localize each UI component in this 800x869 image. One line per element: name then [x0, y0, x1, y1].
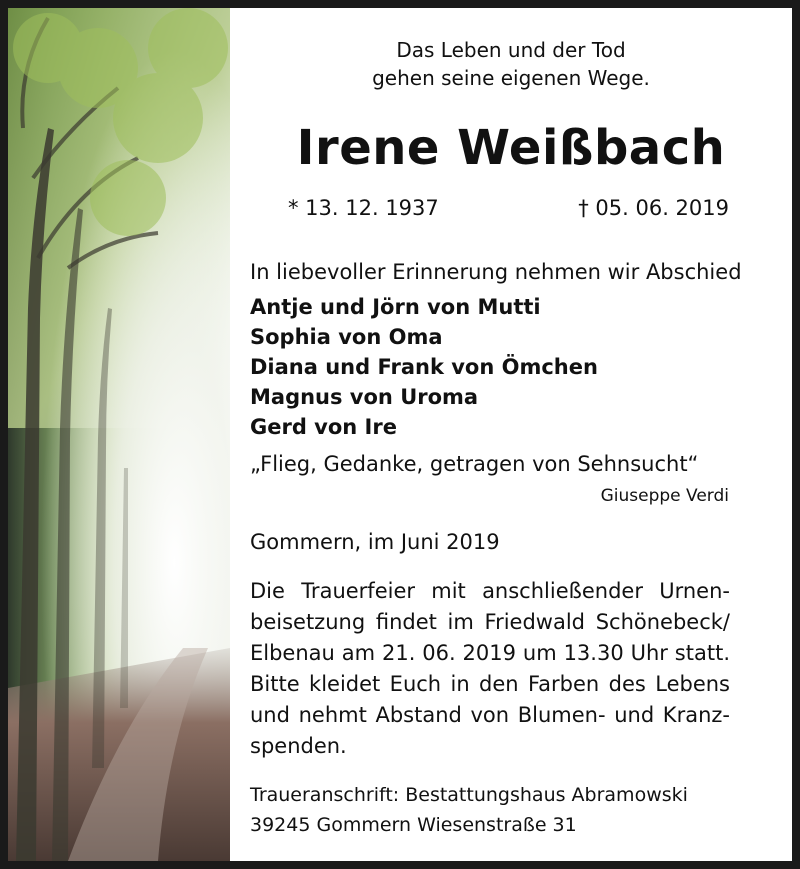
- place-and-date: Gommern, im Juni 2019: [250, 530, 500, 554]
- funeral-info-line: Bitte kleidet Euch in den Farben des Lebens: [250, 672, 730, 696]
- motto-line-2: gehen seine eigenen Wege.: [372, 66, 650, 90]
- death-date: † 05. 06. 2019: [578, 196, 729, 220]
- notice-text-column: [230, 8, 792, 861]
- mourner-entry: Antje und Jörn von Mutti: [250, 295, 541, 319]
- mourner-entry: Gerd von Ire: [250, 415, 397, 439]
- funeral-info-line: spenden.: [250, 734, 347, 758]
- funeral-info-line: beisetzung findet im Friedwald Schönebeck/: [250, 610, 730, 634]
- funeral-info-line: und nehmt Abstand von Blumen- und Kranz-: [250, 703, 730, 727]
- birth-date: * 13. 12. 1937: [288, 196, 439, 220]
- forest-path-photo: [8, 8, 230, 861]
- mourner-entry: Magnus von Uroma: [250, 385, 479, 409]
- funeral-info-line: Elbenau am 21. 06. 2019 um 13.30 Uhr statt.: [250, 641, 730, 665]
- mourner-entry: Sophia von Oma: [250, 325, 443, 349]
- funeral-info-line: Die Trauerfeier mit anschließender Urnen-: [250, 579, 730, 603]
- mourning-address-line-1: Traueranschrift: Bestattungshaus Abramowski: [250, 784, 688, 806]
- motto-line-1: Das Leben und der Tod: [396, 38, 626, 62]
- mourners-list: [250, 292, 598, 442]
- mourner-entry: Diana und Frank von Ömchen: [250, 355, 598, 379]
- funeral-info-paragraph: [250, 576, 730, 762]
- mourning-address-line-2: 39245 Gommern Wiesenstraße 31: [250, 814, 577, 836]
- quote-author: Giuseppe Verdi: [600, 486, 729, 506]
- quote-text: „Flieg, Gedanke, getragen von Sehnsucht“: [250, 452, 699, 476]
- deceased-name: Irene Weißbach: [296, 120, 726, 176]
- forest-illustration: [8, 8, 230, 861]
- farewell-intro: In liebevoller Erinnerung nehmen wir Abschied: [250, 260, 742, 284]
